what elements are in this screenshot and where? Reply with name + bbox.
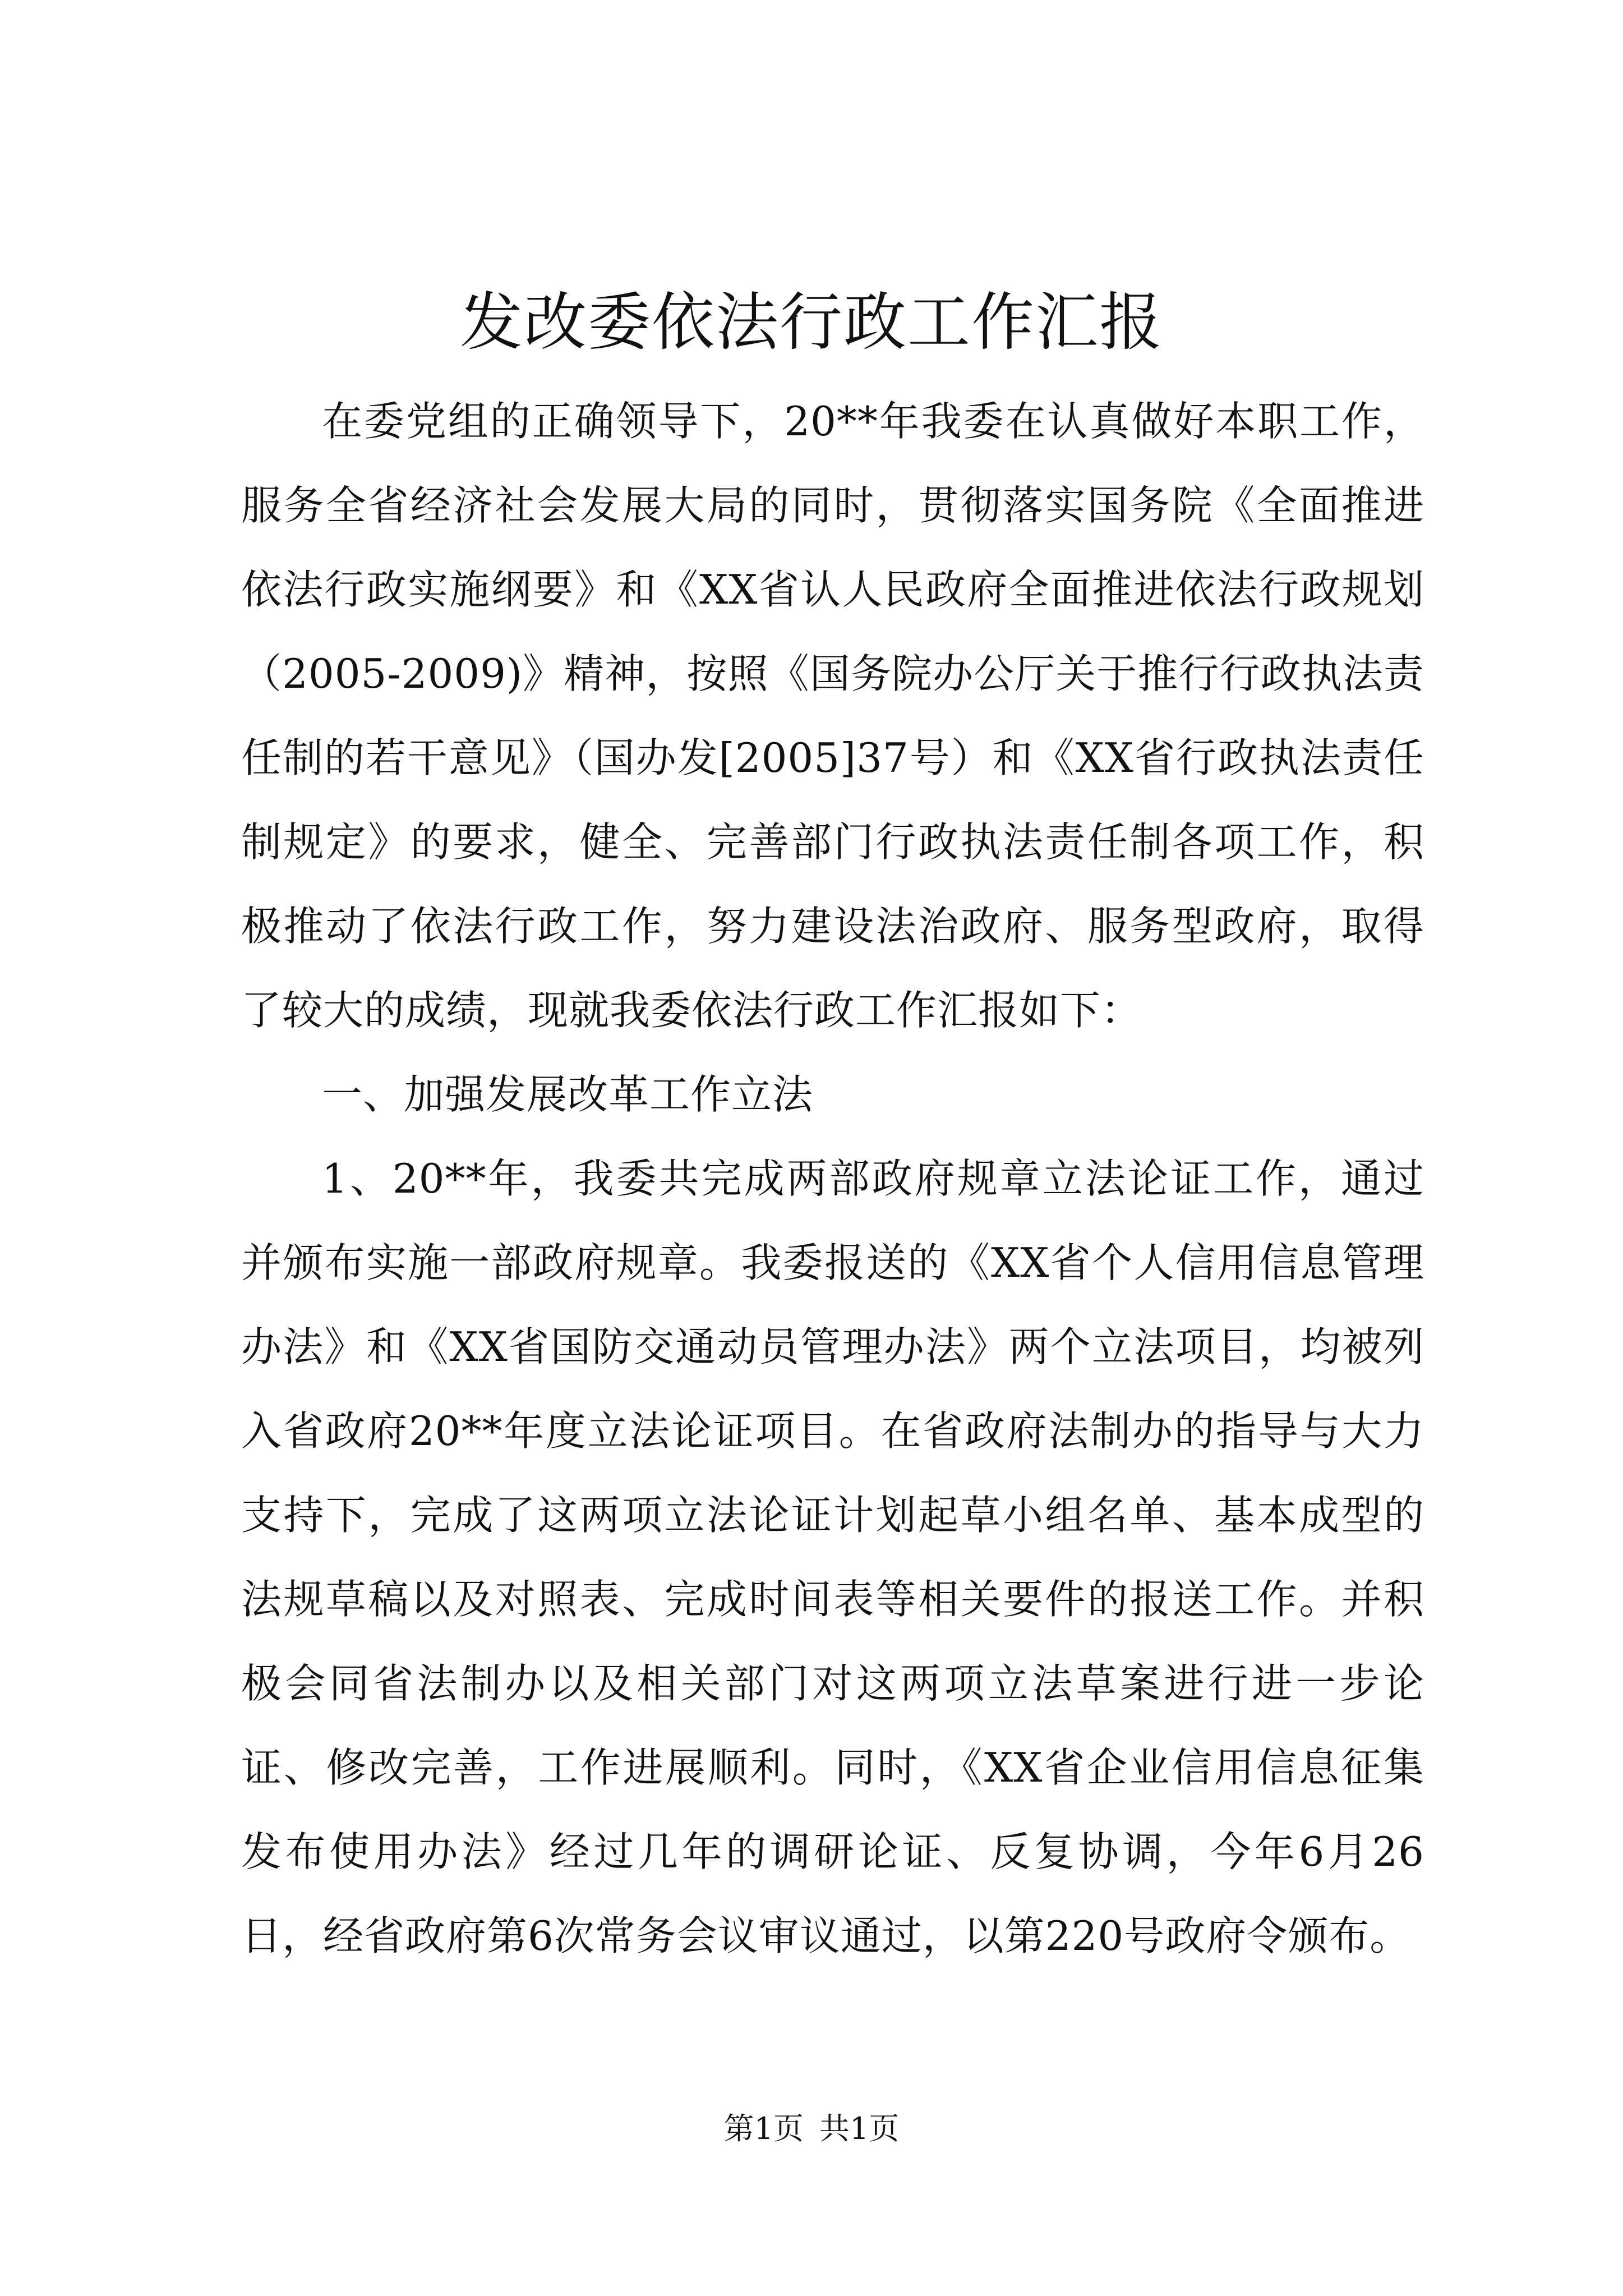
document-body	[241, 379, 1424, 1978]
page-footer	[0, 2109, 1623, 2148]
paragraph-item-1: 1、20**年，我委共完成两部政府规章立法论证工作，通过并颁布实施一部政府规章。我委报送的《XX省个人信用信息管理办法》和《XX省国防交通动员管理办法》两个立法项目，均被列入省政府20**年度立法论证项目。在省政府法制办的指导与大力支持下，完成了这两项立法论证计划起草小组名单、基本成型的法规草稿以及对照表、完成时间表等相关要件的报送工作。并积极会同省法制办以及相关部门对这两项立法草案进行进一步论证、修改完善，工作进展顺利。同时，《XX省企业信用信息征集发布使用办法》经过几年的调研论证、反复协调，今年6月26日，经省政府第6次常务会议审议通过，以第220号政府令颁布。	[241, 1155, 1424, 1959]
page-number: 第1页	[723, 2111, 804, 2146]
section-heading: 一、加强发展改革工作立法	[322, 1071, 814, 1118]
paragraph-intro: 在委党组的正确领导下，20**年我委在认真做好本职工作，服务全省经济社会发展大局的同时，贯彻落实国务院《全面推进依法行政实施纲要》和《XX省认人民政府全面推进依法行政规划（2005-2009)》精神，按照《国务院办公厅关于推行行政执法责任制的若干意见》（国办发[2005]37号）和《XX省行政执法责任制规定》的要求，健全、完善部门行政执法责任制各项工作，积极推动了依法行政工作，努力建设法治政府、服务型政府，取得了较大的成绩，现就我委依法行政工作汇报如下：	[241, 398, 1424, 1034]
page-total: 共1页	[819, 2111, 900, 2146]
document-title: 发改委依法行政工作汇报	[460, 286, 1163, 359]
